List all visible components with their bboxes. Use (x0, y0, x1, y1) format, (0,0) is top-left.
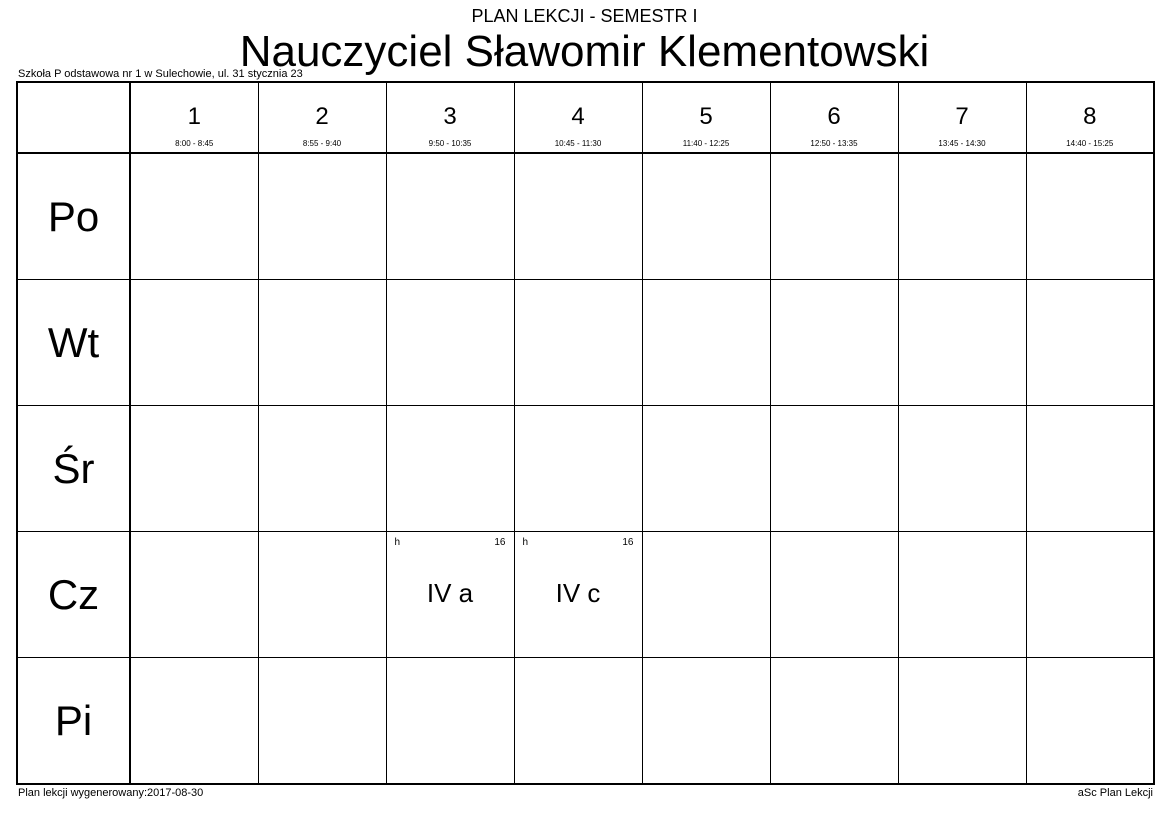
lesson-class: IV c (555, 578, 601, 608)
empty-slot (642, 658, 770, 785)
period-time: 9:50 - 10:35 (428, 139, 472, 148)
period-number: 2 (315, 103, 329, 130)
period-header-2 (258, 82, 386, 153)
lesson-subject: h (394, 537, 401, 548)
empty-slot (514, 406, 642, 532)
lesson-room: 16 (622, 537, 634, 548)
empty-slot (898, 658, 1026, 785)
empty-slot (258, 280, 386, 406)
day-row (17, 280, 1154, 406)
period-header-7 (898, 82, 1026, 153)
period-number: 8 (1083, 103, 1097, 130)
empty-slot (898, 406, 1026, 532)
period-time: 10:45 - 11:30 (554, 139, 602, 148)
timetable-subtitle: PLAN LEKCJI - SEMESTR I (471, 6, 698, 26)
period-time: 12:50 - 13:35 (810, 139, 858, 148)
lesson-subject: h (522, 537, 529, 548)
day-cell (17, 658, 130, 785)
empty-slot (898, 280, 1026, 406)
empty-slot (898, 532, 1026, 658)
school-address: Szkoła P odstawowa nr 1 w Sulechowie, ul. 31 stycznia 23 (18, 68, 303, 80)
empty-slot (770, 532, 898, 658)
period-time: 8:55 - 9:40 (302, 139, 342, 148)
period-number: 1 (187, 103, 201, 130)
empty-slot (1026, 153, 1154, 280)
empty-slot (130, 280, 258, 406)
empty-slot (130, 153, 258, 280)
period-number: 3 (443, 103, 457, 130)
empty-slot (770, 406, 898, 532)
day-row (17, 406, 1154, 532)
day-cell (17, 153, 130, 280)
day-cell (17, 406, 130, 532)
lesson-cell (386, 532, 514, 658)
empty-slot (642, 153, 770, 280)
empty-slot (258, 658, 386, 785)
period-header-1 (130, 82, 258, 153)
period-header-8 (1026, 82, 1154, 153)
empty-slot (130, 532, 258, 658)
period-number: 4 (571, 103, 585, 130)
generated-date: Plan lekcji wygenerowany:2017-08-30 (18, 787, 204, 799)
empty-slot (642, 532, 770, 658)
day-cell (17, 532, 130, 658)
period-time: 8:00 - 8:45 (175, 139, 214, 148)
timetable-grid (16, 81, 1155, 785)
empty-slot (770, 280, 898, 406)
empty-slot (386, 280, 514, 406)
empty-slot (130, 406, 258, 532)
period-number: 5 (699, 103, 713, 130)
day-row (17, 532, 1154, 658)
period-header-6 (770, 82, 898, 153)
empty-slot (514, 280, 642, 406)
day-label: Pi (54, 696, 93, 744)
empty-slot (1026, 406, 1154, 532)
lesson-room: 16 (494, 537, 506, 548)
empty-slot (386, 658, 514, 785)
empty-slot (898, 153, 1026, 280)
empty-slot (642, 406, 770, 532)
day-label: Wt (47, 318, 100, 366)
period-time: 14:40 - 15:25 (1066, 139, 1114, 148)
empty-slot (1026, 532, 1154, 658)
period-time: 13:45 - 14:30 (938, 139, 986, 148)
period-header-3 (386, 82, 514, 153)
empty-slot (514, 658, 642, 785)
empty-slot (258, 532, 386, 658)
day-row (17, 658, 1154, 785)
software-credit: aSc Plan Lekcji (1077, 787, 1153, 799)
empty-slot (386, 153, 514, 280)
period-header-row (17, 82, 1154, 153)
empty-slot (386, 406, 514, 532)
lesson-cell (514, 532, 642, 658)
empty-slot (1026, 280, 1154, 406)
corner-cell (17, 82, 130, 153)
day-cell (17, 280, 130, 406)
period-number: 7 (955, 103, 969, 130)
period-time: 11:40 - 12:25 (682, 139, 730, 148)
period-number: 6 (827, 103, 841, 130)
period-header-4 (514, 82, 642, 153)
day-label: Po (47, 192, 100, 240)
teacher-title: Nauczyciel Sławomir Klementowski (239, 27, 930, 76)
day-row (17, 153, 1154, 280)
empty-slot (514, 153, 642, 280)
empty-slot (258, 153, 386, 280)
day-label: Cz (47, 570, 100, 618)
empty-slot (770, 658, 898, 785)
empty-slot (130, 658, 258, 785)
empty-slot (642, 280, 770, 406)
period-header-5 (642, 82, 770, 153)
empty-slot (258, 406, 386, 532)
empty-slot (1026, 658, 1154, 785)
day-label: Śr (52, 444, 95, 492)
empty-slot (770, 153, 898, 280)
lesson-class: IV a (426, 578, 474, 608)
